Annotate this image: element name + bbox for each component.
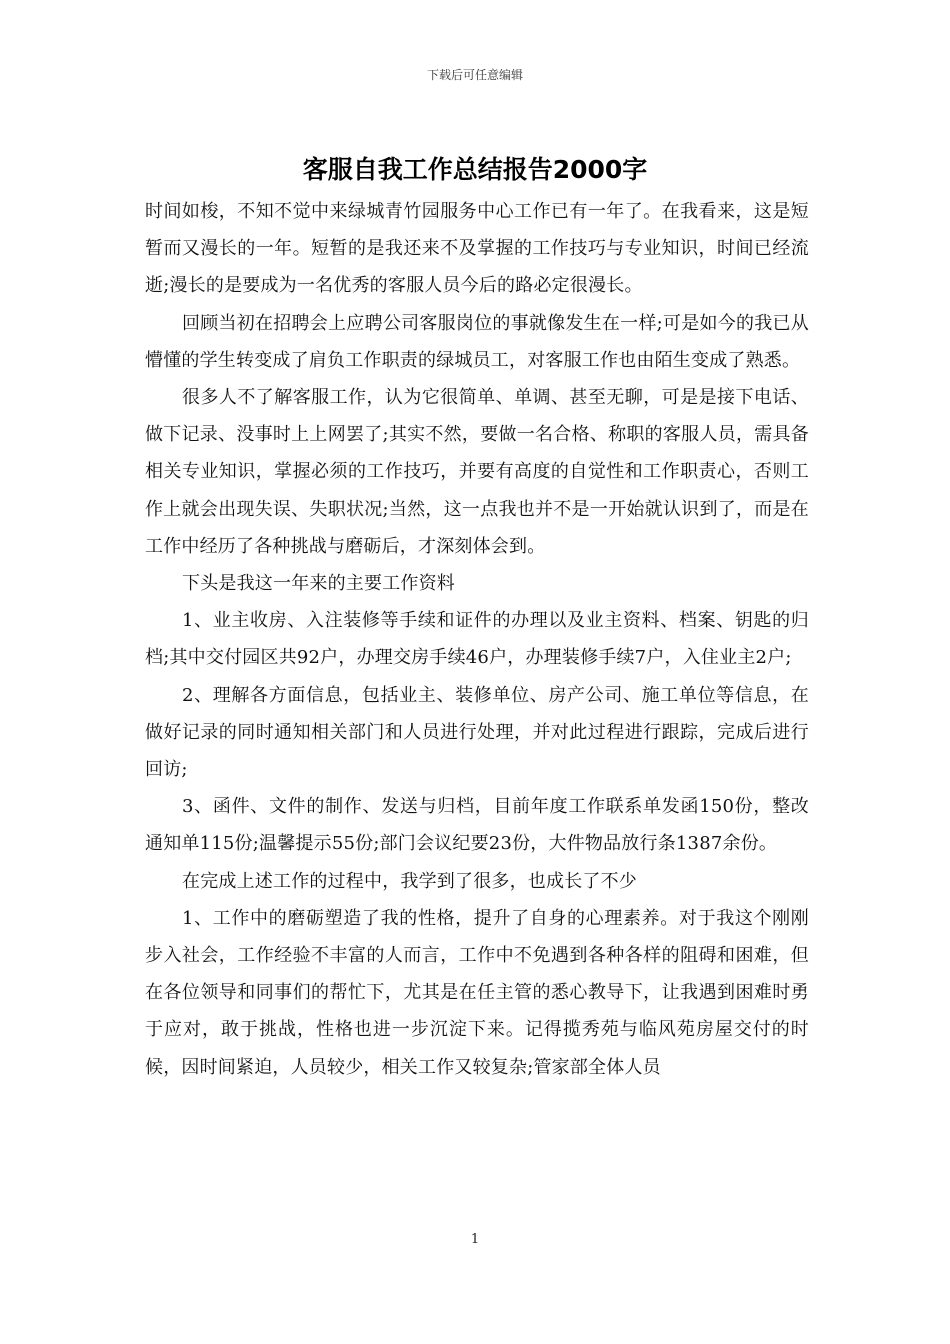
document-title: 客服自我工作总结报告2000字 <box>302 155 648 184</box>
document-body <box>145 193 809 1086</box>
page-header: 下载后可任意编辑 <box>426 68 523 82</box>
paragraph-5: 1、业主收房、入注装修等手续和证件的办理以及业主资料、档案、钥匙的归档;其中交付园区共92户，办理交房手续46户，办理装修手续7户，入住业主2户; <box>145 610 809 669</box>
paragraph-4: 下头是我这一年来的主要工作资料 <box>182 573 455 595</box>
paragraph-1: 时间如梭，不知不觉中来绿城青竹园服务中心工作已有一年了。在我看来，这是短暂而又漫长的一年。短暂的是我还来不及掌握的工作技巧与专业知识，时间已经流逝;漫长的是要成为一名优秀的客服人员今后的路必定很漫长。 <box>145 201 809 297</box>
paragraph-2: 回顾当初在招聘会上应聘公司客服岗位的事就像发生在一样;可是如今的我已从懵懂的学生转变成了肩负工作职责的绿城员工，对客服工作也由陌生变成了熟悉。 <box>145 312 809 371</box>
page-number: 1 <box>470 1232 480 1247</box>
paragraph-9: 1、工作中的磨砺塑造了我的性格，提升了自身的心理素养。对于我这个刚刚步入社会，工作经验不丰富的人而言，工作中不免遇到各种各样的阻碍和困难，但在各位领导和同事们的帮忙下，尤其是在任主管的悉心教导下，让我遇到困难时勇于应对，敢于挑战，性格也进一步沉淀下来。记得揽秀苑与临风苑房屋交付的时候，因时间紧迫，人员较少，相关工作又较复杂;管家部全体人员 <box>145 907 809 1078</box>
paragraph-6: 2、理解各方面信息，包括业主、装修单位、房产公司、施工单位等信息，在做好记录的同时通知相关部门和人员进行处理，并对此过程进行跟踪，完成后进行回访; <box>145 684 809 781</box>
paragraph-7: 3、函件、文件的制作、发送与归档，目前年度工作联系单发函150份，整改通知单115份;温馨提示55份;部门会议纪要23份，大件物品放行条1387余份。 <box>145 796 809 855</box>
paragraph-3: 很多人不了解客服工作，认为它很简单、单调、甚至无聊，可是是接下电话、做下记录、没事时上上网罢了;其实不然，要做一名合格、称职的客服人员，需具备相关专业知识，掌握必须的工作技巧，并要有高度的自觉性和工作职责心，否则工作上就会出现失误、失职状况;当然，这一点我也并不是一开始就认识到了，而是在工作中经历了各种挑战与磨砺后，才深刻体会到。 <box>145 387 809 557</box>
paragraph-8: 在完成上述工作的过程中，我学到了很多，也成长了不少 <box>182 870 637 892</box>
